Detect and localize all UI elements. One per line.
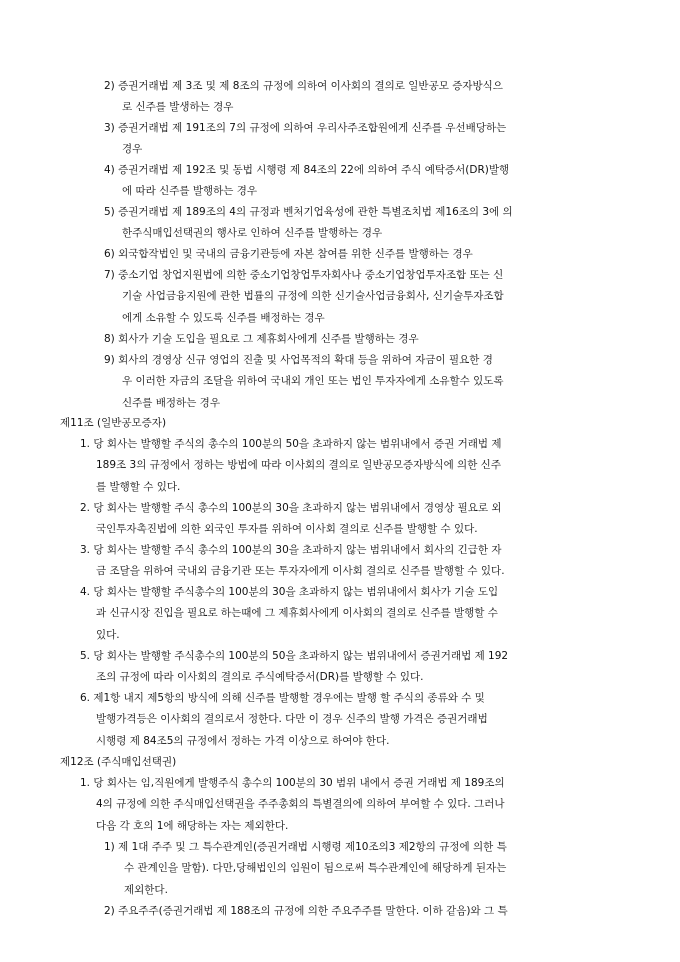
text-line: 2) 주요주주(증권거래법 제 188조의 규정에 의한 주요주주를 말한다. 이하 같음)와 그 특 <box>104 905 508 917</box>
text-line: 7) 중소기업 창업지원법에 의한 중소기업창업투자회사나 중소기업창업투자조합 또는 신 <box>104 269 504 281</box>
text-line: 1) 제 1대 주주 및 그 특수관계인(증권거래법 시행령 제10조의3 제2항의 규정에 의한 특 <box>104 841 507 853</box>
text-line: 5. 당 회사는 발행할 주식총수의 100분의 50을 초과하지 않는 범위내에서 증권거래법 제 192 <box>80 650 509 662</box>
text-line: 경우 <box>122 143 143 156</box>
text-line: 발행가격등은 이사회의 결의로서 정한다. 다만 이 경우 신주의 발행 가격은 증권거래법 <box>96 713 488 726</box>
text-line: 국인투자촉진법에 의한 외국인 투자를 위하여 이사회 결의로 신주를 발행할 수 있다. <box>96 523 478 536</box>
text-line: 있다. <box>96 628 120 641</box>
list-item-7 <box>104 265 624 329</box>
text-line: 로 신주를 발생하는 경우 <box>122 101 234 114</box>
text-line: 를 발행할 수 있다. <box>96 480 181 493</box>
list-item-5 <box>104 202 624 245</box>
article-12-subitem-2 <box>104 901 624 922</box>
article-11-clause-2 <box>80 498 624 541</box>
text-line: 4) 증권거래법 제 192조 및 동법 시행령 제 84조의 22에 의하여 주식 예탁증서(DR)발행 <box>104 164 510 176</box>
text-line: 4의 규정에 의한 주식매입선택권을 주주총회의 특별결의에 의하여 부여할 수 있다. 그러나 <box>96 798 505 811</box>
text-line: 시행령 제 84조5의 규정에서 정하는 가격 이상으로 하여야 한다. <box>96 734 390 747</box>
text-line: 5) 증권거래법 제 189조의 4의 규정과 벤처기업육성에 관한 특별조치법 제16조의 3에 의 <box>104 206 513 218</box>
text-line: 우 이러한 자금의 조달을 위하여 국내외 개인 또는 법인 투자자에게 소유할수 있도록 <box>122 375 504 388</box>
text-line: 9) 회사의 경영상 신규 영업의 진출 및 사업목적의 확대 등을 위하여 자금이 필요한 경 <box>104 354 493 366</box>
text-line: 제12조 (주식매입선택권) <box>60 756 177 768</box>
article-11-clause-1 <box>80 434 624 498</box>
text-line: 2) 증권거래법 제 3조 및 제 8조의 규정에 의하여 이사회의 결의로 일반공모 증자방식으 <box>104 80 503 92</box>
list-item-9 <box>104 350 624 414</box>
text-line: 에 따라 신주를 발행하는 경우 <box>122 185 258 198</box>
text-line: 에게 소유할 수 있도록 신주를 배정하는 경우 <box>122 311 325 324</box>
article-11-clause-3 <box>80 540 624 583</box>
text-line: 189조 3의 규정에서 정하는 방법에 따라 이사회의 결의로 일반공모증자방식에 의한 신주 <box>96 459 501 472</box>
list-item-4 <box>104 160 624 203</box>
text-line: 1. 당 회사는 임,직원에게 발행주식 총수의 100분의 30 범위 내에서 증권 거래법 제 189조의 <box>80 777 505 789</box>
text-line: 기술 사업금융지원에 관한 법률의 규정에 의한 신기술사업금융회사, 신기술투자조합 <box>122 290 504 303</box>
article-11-clause-5 <box>80 646 624 689</box>
text-line: 3. 당 회사는 발행할 주식 총수의 100분의 30을 초과하지 않는 범위내에서 회사의 긴급한 자 <box>80 544 502 556</box>
text-line: 과 신규시장 진입을 필요로 하는때에 그 제휴회사에게 이사회의 결의로 신주를 발행할 수 <box>96 607 498 620</box>
text-line: 금 조달을 위하여 국내외 금융기관 또는 투자자에게 이사회 결의로 신주를 발행할 수 있다. <box>96 565 505 578</box>
article-11-clause-6 <box>80 688 624 752</box>
text-line: 1. 당 회사는 발행할 주식의 총수의 100분의 50을 초과하지 않는 범위내에서 증권 거래법 제 <box>80 438 502 450</box>
text-line: 3) 증권거래법 제 191조의 7의 규정에 의하여 우리사주조합원에게 신주를 우선배당하는 <box>104 122 507 134</box>
list-item-3 <box>104 118 624 161</box>
list-item-8 <box>104 329 624 350</box>
list-item-6 <box>104 244 624 265</box>
article-11-clause-4 <box>80 582 624 646</box>
text-line: 제11조 (일반공모증자) <box>60 417 167 429</box>
article-11-heading <box>60 413 620 434</box>
text-line: 6) 외국합작법인 및 국내의 금융기관등에 자본 참여를 위한 신주를 발행하는 경우 <box>104 248 473 260</box>
text-line: 다음 각 호의 1에 해당하는 자는 제외한다. <box>96 819 289 832</box>
text-line: 4. 당 회사는 발행할 주식총수의 100분의 30을 초과하지 않는 범위내에서 회사가 기술 도입 <box>80 586 499 598</box>
text-line: 2. 당 회사는 발행할 주식 총수의 100분의 30을 초과하지 않는 범위내에서 경영상 필요로 외 <box>80 502 502 514</box>
article-12-heading <box>60 752 620 773</box>
text-line: 조의 규정에 따라 이사회의 결의로 주식예탁증서(DR)를 발행할 수 있다. <box>96 671 424 684</box>
text-line: 8) 회사가 기술 도입을 필요로 그 제휴회사에게 신주를 발행하는 경우 <box>104 333 419 345</box>
text-line: 6. 제1항 내지 제5항의 방식에 의해 신주를 발행할 경우에는 발행 할 주식의 종류와 수 및 <box>80 692 485 704</box>
text-line: 신주를 배정하는 경우 <box>122 396 220 409</box>
article-12-clause-1 <box>80 773 624 837</box>
list-item-2 <box>104 76 624 119</box>
article-12-subitem-1 <box>104 837 624 901</box>
text-line: 한주식매입선택권의 행사로 인하여 신주를 발행하는 경우 <box>122 227 383 240</box>
text-line: 수 관계인을 말함). 다만,당해법인의 임원이 됨으로써 특수관계인에 해당하게 된자는 <box>124 862 507 875</box>
text-line: 제외한다. <box>124 883 168 896</box>
